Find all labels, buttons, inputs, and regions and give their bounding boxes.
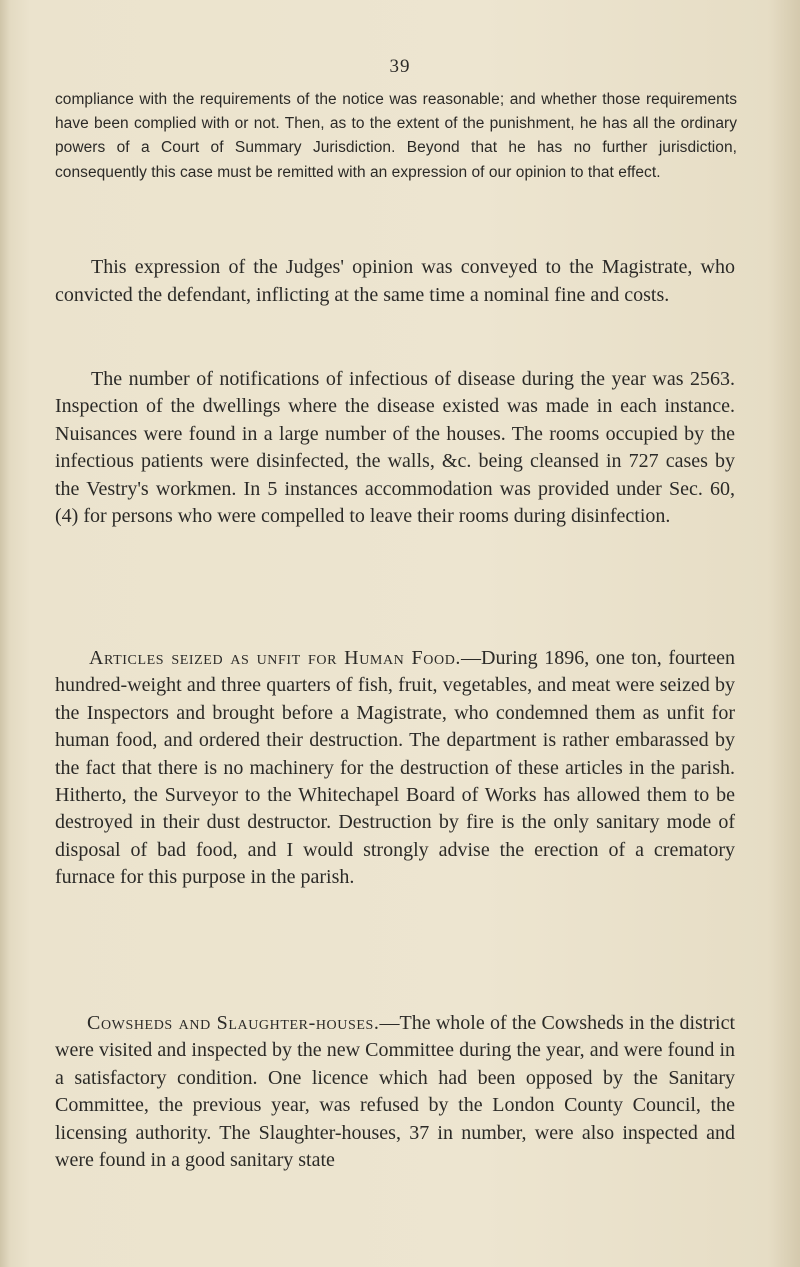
- page-number: 39: [389, 56, 411, 77]
- cowsheds-body: —The whole of the Cowsheds in the district were visited and inspected by the new Committee during the year, and were found in a satisfactory condition. One licence which had been opposed by the Sanitary Committee, the previous year, was refused by the London County Council, the licensing authority. The Slaughter-houses, 37 in number, were also inspected and were found in a good sanitary state: [55, 1012, 736, 1172]
- judgment-quote-paragraph: compliance with the requirements of the notice was reasonable; and whether those requirements have been complied with or not. Then, as to the extent of the punishment, he has all the ordinary powers of a Court of Summary Jurisdiction. Beyond that he has no further jurisdiction, consequently this case must be remitted with an expression of our opinion to that effect.: [55, 91, 737, 181]
- cowsheds-paragraph: [55, 1010, 735, 1174]
- articles-seized-paragraph: [55, 645, 735, 892]
- cowsheds-heading: Cowsheds and Slaughter-houses.: [87, 1012, 380, 1034]
- judges-opinion-paragraph: This expression of the Judges' opinion was conveyed to the Magistrate, who convicted the defendant, inflicting at the same time a nominal fine and costs.: [55, 256, 735, 306]
- infectious-disease-paragraph: The number of notifications of infectious of disease during the year was 2563. Inspection of the dwellings where the disease existed was made in each instance. Nuisances were found in a large number of the houses. The rooms occupied by the infectious patients were disinfected, the walls, &c. being cleansed in 727 cases by the Vestry's workmen. In 5 instances accommodation was provided under Sec. 60, (4) for persons who were compelled to leave their rooms during disinfection.: [55, 368, 735, 528]
- articles-seized-body: —During 1896, one ton, fourteen hundred-weight and three quarters of fish, fruit, vegetables, and meat were seized by the Inspectors and brought before a Magistrate, who condemned them as unfit for human food, and ordered their destruction. The department is rather embarassed by the fact that there is no machinery for the destruction of these articles in the parish. Hitherto, the Surveyor to the Whitechapel Board of Works has allowed them to be destroyed in their dust destructor. Destruction by fire is the only sanitary mode of disposal of bad food, and I would strongly advise the erection of a crematory furnace for this purpose in the parish.: [55, 647, 735, 889]
- articles-seized-heading: Articles seized as unfit for Human Food.: [89, 647, 462, 669]
